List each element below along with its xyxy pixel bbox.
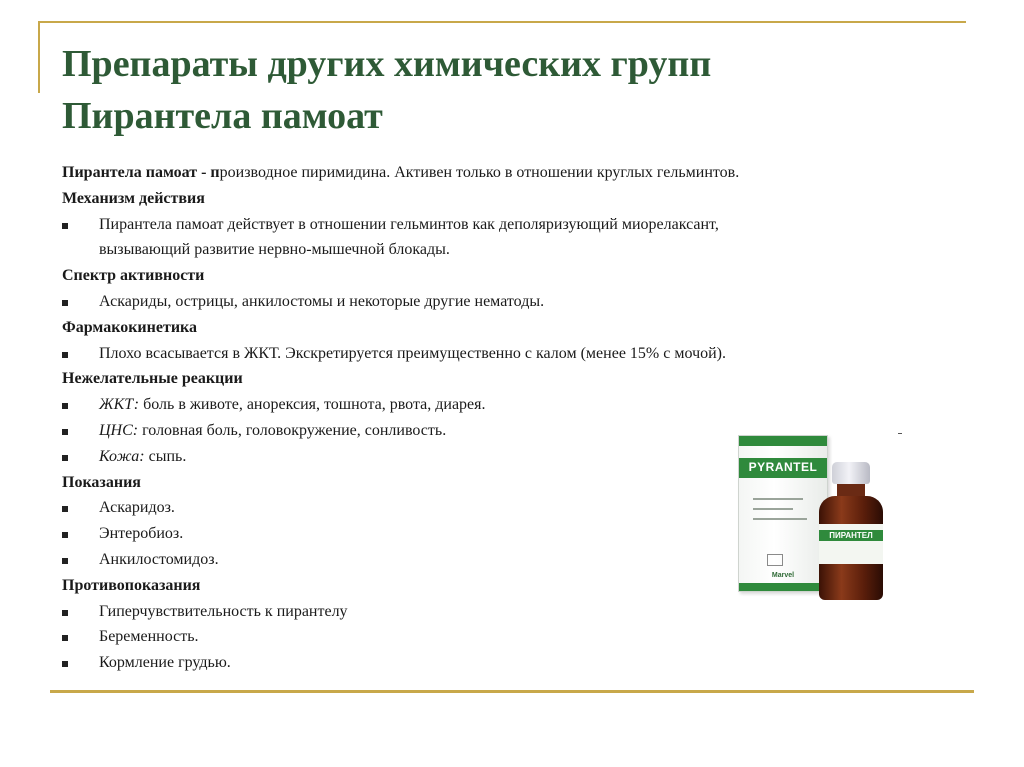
spectrum-heading: Спектр активности <box>62 267 205 285</box>
list-item: Кожа: сыпь. <box>62 444 942 470</box>
list-item: Аскариды, острицы, анкилостомы и некоторые другие нематоды. <box>62 289 942 315</box>
list-item: ЖКТ: боль в животе, анорексия, тошнота, рвота, диарея. <box>62 392 942 418</box>
list-item: Плохо всасывается в ЖКТ. Экскретируется преимущественно с калом (менее 15% с мочой). <box>62 341 942 367</box>
pharmacokinetics-heading: Фармакокинетика <box>62 318 198 336</box>
indications-heading: Показания <box>62 473 141 491</box>
mechanism-heading: Механизм действия <box>62 189 205 207</box>
adverse-reactions-heading: Нежелательные реакции <box>62 370 243 388</box>
intro-paragraph: Пирантела памоат - производное пиримидина. Активен только в отношении круглых гельминтов. <box>62 164 740 181</box>
list-item: Беременность. <box>62 624 942 650</box>
contraindications-heading: Противопоказания <box>62 576 201 594</box>
list-item: Пирантела памоат действует в отношении гельминтов как деполяризующий миорелаксант, вызывающий развитие нервно-мышечной блокады. <box>62 212 942 264</box>
bottom-rule <box>50 690 974 693</box>
box-maker: Marvel <box>771 572 795 579</box>
stray-mark <box>898 433 902 434</box>
list-item: Анкилостомидоз. <box>62 547 942 573</box>
left-rule <box>38 21 40 93</box>
medicine-bottle <box>815 462 885 602</box>
box-brand: PYRANTEL <box>748 460 818 474</box>
list-item: Кормление грудью. <box>62 650 942 676</box>
list-item: Энтеробиоз. <box>62 521 942 547</box>
list-item: Аскаридоз. <box>62 495 942 521</box>
bottle-cap <box>832 462 870 484</box>
top-rule <box>38 21 966 23</box>
list-item: Гиперчувствительность к пирантелу <box>62 599 942 625</box>
maker-logo-icon <box>767 554 783 566</box>
slide-title: Препараты других химических групп Пирантела памоат <box>62 43 712 137</box>
list-item: ЦНС: головная боль, головокружение, сонливость. <box>62 418 942 444</box>
product-photo <box>735 432 905 602</box>
bottle-label: ПИРАНТЕЛ <box>829 531 873 540</box>
